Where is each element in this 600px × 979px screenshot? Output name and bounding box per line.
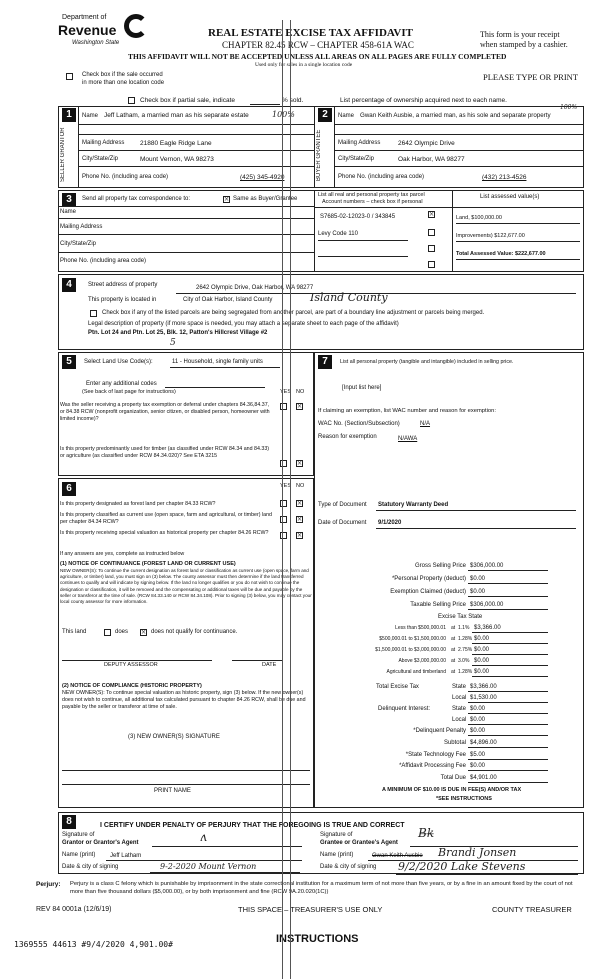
tier-label-1: $500,000.01 to $1,500,000.00 xyxy=(379,636,446,642)
calc-value-0[interactable]: $306,000.00 xyxy=(470,563,504,569)
s5-q2: Is this property predominantly used for timber (as classified under RCW 84.34 and 84.33) or agriculture (as classified under RCW 84.34.020)? See ETA 3215 xyxy=(60,446,270,459)
s2-mail[interactable]: 2642 Olympic Drive xyxy=(398,140,455,147)
s1-city[interactable]: Mount Vernon, WA 98273 xyxy=(140,156,214,163)
n3-signature: (3) NEW OWNER(S) SIGNATURE xyxy=(128,734,220,740)
tier-value-1[interactable]: $0.00 xyxy=(474,636,490,642)
s5-q2-no[interactable] xyxy=(296,460,303,467)
s2-city-label: City/State/Zip xyxy=(338,156,375,162)
s5-no: NO xyxy=(296,389,305,395)
segregated-checkbox[interactable] xyxy=(90,310,97,317)
s1-phone[interactable]: (425) 345-4920 xyxy=(240,174,285,181)
dept-label: Department of xyxy=(62,14,107,21)
delinq-label: Delinquent Interest: xyxy=(378,706,431,712)
subtotal-label: Subtotal xyxy=(443,740,466,746)
s6-q3: Is this property receiving special valuation as historical property per chapter 84.26 RCW? xyxy=(60,530,269,536)
assessed-hdr: List assessed value(s) xyxy=(480,194,540,200)
tier-at: at xyxy=(451,647,456,653)
te-state[interactable]: $3,366.00 xyxy=(470,684,497,690)
grantor-signature[interactable]: ʌ xyxy=(200,830,207,844)
grantee-agent: Grantee or Grantee's Agent xyxy=(320,840,398,846)
this-land: This land xyxy=(62,629,87,635)
s6-yes: YES xyxy=(280,483,292,489)
levy-code[interactable]: Levy Code 110 xyxy=(318,231,358,237)
name-print-r-label: Name (print) xyxy=(320,852,354,858)
partial-sale-checkbox[interactable] xyxy=(128,97,135,104)
s5-q1: Was the seller receiving a property tax exemption or deferral under chapters 84.36,84.37, or 84.38 RCW (nonprofit organization, senior citizen, or disabled person, homeowner with limited income)? xyxy=(60,402,270,422)
n1-body: NEW OWNER(S): To continue the current designation as forest land or classification as current use (open space, farm and agriculture, or timber) land, you must sign on (3) below. The county assessor must then determine if the land transferred continues to qualify and will indicate by signing below. If the land no longer qualifies or you do not wish to continue the designation or classification, it will be removed and the compensating or additional taxes will be due and payable by the seller or transferor at the time of sale. (RCW 84.33.140 or RCW 84.34.108). Prior to signing (3) below, you may contact your local county assessor for more information. xyxy=(60,568,312,605)
tier-rate-4: 1.28% xyxy=(458,669,473,675)
see-instructions: *SEE INSTRUCTIONS xyxy=(436,796,492,802)
s3-city-label: City/State/Zip xyxy=(60,241,97,247)
s6-no: NO xyxy=(296,483,305,489)
parcel-1[interactable]: S7685-02-12023-0 / 343845 xyxy=(320,214,396,220)
used-only: Used only for sales in a single location code xyxy=(255,62,353,68)
calc-label-2: Exemption Claimed (deduct) xyxy=(390,589,466,595)
proc-fee[interactable]: $0.00 xyxy=(470,763,486,769)
multi-label-1: Check box if the sale occurred xyxy=(82,72,163,78)
buyer-side-label: BUYER GRANTEE xyxy=(316,129,322,181)
s5-q1-no[interactable] xyxy=(296,403,303,410)
s2-name-label: Name xyxy=(338,113,355,119)
tier-label-0: Less than $500,000.01 xyxy=(395,625,446,631)
parcel-3-checkbox[interactable] xyxy=(428,245,435,252)
improvements-value[interactable]: Improvements) $122,677.00 xyxy=(456,233,525,239)
s3-name-label: Name xyxy=(60,209,77,215)
sig-right-label: Signature of xyxy=(320,832,353,838)
instructions-heading: INSTRUCTIONS xyxy=(276,933,359,945)
section-8-number: 8 xyxy=(62,815,76,829)
deputy-assessor: DEPUTY ASSESSOR xyxy=(104,662,158,668)
section-4-number: 4 xyxy=(62,278,76,292)
s2-phone-label: Phone No. (including area code) xyxy=(338,174,425,180)
n2-title: (2) NOTICE OF COMPLIANCE (HISTORIC PROPERTY) xyxy=(62,683,202,689)
s7-label: List all personal property (tangible and intangible) included in selling price. xyxy=(340,359,514,365)
seller-side-label: SELLER GRANTOR xyxy=(60,127,66,183)
subtotal[interactable]: $4,896.00 xyxy=(470,740,497,746)
doc-date-label: Date of Document xyxy=(318,520,367,526)
parcel-1-personal-checkbox[interactable] xyxy=(428,211,435,218)
tier-label-3: Above $3,000,000.00 xyxy=(398,658,446,664)
doc-date[interactable]: 9/1/2020 xyxy=(378,520,402,526)
proc-fee-label: *Affidavit Processing Fee xyxy=(399,763,466,769)
total-due-label: Total Due xyxy=(440,775,466,781)
name-print-l[interactable]: Jeff Latham xyxy=(110,853,142,859)
d-local-label: Local xyxy=(452,717,467,723)
s3-mail-label: Mailing Address xyxy=(60,224,103,230)
legal-label: Legal description of property (if more space is needed, you may attach a separate sheet to each page of the affidavit) xyxy=(88,321,399,327)
s2-city[interactable]: Oak Harbor, WA 98277 xyxy=(398,156,465,163)
s1-name-label: Name xyxy=(82,113,99,119)
parcel-hdr-2: Account numbers – check box if personal xyxy=(322,199,423,205)
tier-rate-3: 3.0% xyxy=(458,658,470,664)
minimum-due: A MINIMUM OF $10.00 IS DUE IN FEE(S) AND/OR TAX xyxy=(382,787,522,793)
hand-mark-5: 5 xyxy=(170,338,176,348)
grantee-signature[interactable]: B̶k̶ xyxy=(418,826,435,840)
county-treasurer: COUNTY TREASURER xyxy=(492,905,572,914)
tier-value-4[interactable]: $0.00 xyxy=(474,669,490,675)
penalty-label: *Delinquent Penalty xyxy=(413,728,466,734)
te-local-label: Local xyxy=(452,695,467,701)
list-pct: List percentage of ownership acquired next to each name. xyxy=(340,97,507,104)
cashier-stamp: 1369555 44613 #9/4/2020 4,901.00# xyxy=(14,940,173,949)
s2-phone[interactable]: (432) 213-4526 xyxy=(482,174,527,181)
parcel-4-checkbox[interactable] xyxy=(428,261,435,268)
d-local[interactable]: $0.00 xyxy=(470,717,486,723)
street-label: Street address of property xyxy=(88,282,158,288)
section-5-number: 5 xyxy=(62,355,76,369)
revenue-logo-icon xyxy=(124,14,148,38)
s3-phone-label: Phone No. (including area code) xyxy=(60,258,147,264)
s6-q1: Is this property designated as forest land per chapter 84.33 RCW? xyxy=(60,501,216,507)
total-assessed[interactable]: Total Assessed Value: $222,677.00 xyxy=(456,251,546,257)
street-address[interactable]: 2642 Olympic Drive, Oak Harbor, WA 98277 xyxy=(196,285,314,291)
warning: THIS AFFIDAVIT WILL NOT BE ACCEPTED UNLESS ALL AREAS ON ALL PAGES ARE FULLY COMPLETED xyxy=(128,52,507,61)
section-6-number: 6 xyxy=(62,482,76,496)
tier-value-0[interactable]: $3,366.00 xyxy=(474,625,501,631)
s1-phone-label: Phone No. (including area code) xyxy=(82,174,169,180)
land-does-checkbox[interactable] xyxy=(104,629,111,636)
certify: I CERTIFY UNDER PENALTY OF PERJURY THAT THE FOREGOING IS TRUE AND CORRECT xyxy=(100,822,405,829)
print-name: PRINT NAME xyxy=(154,788,191,794)
land-use-code[interactable]: 11 - Household, single family units xyxy=(172,359,263,365)
s6-q2: Is this property classified as current use (open space, farm and agricultural, or timber) land per chapter 84.34 RCW? xyxy=(60,512,272,525)
receipt-1: This form is your receipt xyxy=(480,30,560,39)
additional-codes: Enter any additional codes xyxy=(86,381,157,387)
does-not-label: does not qualify for continuance. xyxy=(151,629,238,635)
send-label: Send all property tax correspondence to: xyxy=(82,196,191,202)
s6-ifany: If any answers are yes, complete as instructed below xyxy=(60,551,185,557)
calc-label-0: Gross Selling Price xyxy=(414,563,466,569)
d-state[interactable]: $0.00 xyxy=(470,706,486,712)
section-1-number: 1 xyxy=(62,108,76,122)
multi-location-checkbox[interactable] xyxy=(66,73,73,80)
same-as-buyer-checkbox[interactable] xyxy=(223,196,230,203)
n1-title: (1) NOTICE OF CONTINUANCE (FOREST LAND OR CURRENT USE) xyxy=(60,561,236,567)
tier-label-4: Agricultural and timberland xyxy=(386,669,446,675)
legal-description[interactable]: Ptn. Lot 24 and Ptn. Lot 25, Blk. 12, Patton's Hillcrest Village #2 xyxy=(88,330,268,336)
tier-rate-2: 2.75% xyxy=(458,647,473,653)
partial-label: Check box if partial sale, indicate xyxy=(140,97,236,104)
chapter: CHAPTER 82.45 RCW – CHAPTER 458-61A WAC xyxy=(222,40,414,50)
grantor-agent: Grantor or Grantor's Agent xyxy=(62,840,139,846)
total-due[interactable]: $4,901.00 xyxy=(470,775,497,781)
tier-at: at xyxy=(451,658,456,664)
rev-number: REV 84 0001a (12/6/19) xyxy=(36,906,112,913)
reason-value[interactable]: N/AWA xyxy=(398,436,418,442)
n2-body: NEW OWNER(S): To continue special valuation as historic property, sign (3) below. If the new owner(s) does not wish to continue, all additional tax calculated pursuant to chapter 84.26 RCW, shall be due and payable by the seller or transferor at time of sale. xyxy=(62,690,306,710)
calc-value-3[interactable]: $306,000.00 xyxy=(470,602,504,608)
te-local[interactable]: $1,530.00 xyxy=(470,695,497,701)
tech-fee[interactable]: $5.00 xyxy=(470,752,486,758)
tech-fee-label: *State Technology Fee xyxy=(405,752,466,758)
wa-state: Washington State xyxy=(72,40,120,46)
tier-at: at xyxy=(451,636,456,642)
land-doesnot-checkbox[interactable] xyxy=(140,629,147,636)
reason-label: Reason for exemption xyxy=(318,434,377,440)
tier-at: at xyxy=(451,625,456,631)
tier-rate-1: 1.28% xyxy=(458,636,473,642)
parcel-hdr-1: List all real and personal property tax parcel xyxy=(318,192,425,198)
penalty[interactable]: $0.00 xyxy=(470,728,486,734)
s6-q1-no[interactable] xyxy=(296,500,303,507)
receipt-2: when stamped by a cashier. xyxy=(480,40,568,49)
segregated-label: Check box if any of the listed parcels are being segregated from another parcel, are part of a boundary line adjustment or parcels being merged. xyxy=(102,310,485,316)
see-back: (See back of last page for instructions) xyxy=(82,389,176,395)
wac-label: WAC No. (Section/Subsection) xyxy=(318,421,400,427)
date-city-l[interactable]: 9-2-2020 Mount Vernon xyxy=(160,862,257,871)
s1-pct[interactable]: 100% xyxy=(272,110,295,119)
does-label: does xyxy=(115,629,129,635)
same-label: Same as Buyer/Grantee xyxy=(233,196,298,202)
section-2-number: 2 xyxy=(318,108,332,122)
calc-label-1: *Personal Property (deduct) xyxy=(391,576,466,582)
s1-mail-label: Mailing Address xyxy=(82,140,125,146)
located-city[interactable]: City of Oak Harbor, Island County xyxy=(183,297,273,303)
name-print-r-hand[interactable]: Brandi Jonsen xyxy=(438,846,517,859)
multi-label-2: in more than one location code xyxy=(82,80,165,86)
county-handwritten: Island County xyxy=(310,291,388,304)
date-city-r[interactable]: 9/2/2020 Lake Stevens xyxy=(398,860,526,873)
tier-value-3[interactable]: $0.00 xyxy=(474,658,490,664)
s2-mail-label: Mailing Address xyxy=(338,140,381,146)
doc-type-label: Type of Document xyxy=(318,502,367,508)
section-7-number: 7 xyxy=(318,355,332,369)
d-state-label: State xyxy=(452,706,467,712)
tier-rate-0: 1.1% xyxy=(458,625,470,631)
s1-name[interactable]: Jeff Latham, a married man as his separate estate xyxy=(104,112,249,119)
land-value[interactable]: Land, $100,000.00 xyxy=(456,215,502,221)
s5-yes: YES xyxy=(280,389,292,395)
te-state-label: State xyxy=(452,684,467,690)
type-or-print: PLEASE TYPE OR PRINT xyxy=(483,72,579,82)
wac-value[interactable]: N/A xyxy=(420,421,431,427)
s6-q2-no[interactable] xyxy=(296,516,303,523)
doc-type[interactable]: Statutory Warranty Deed xyxy=(378,502,449,508)
form-title: REAL ESTATE EXCISE TAX AFFIDAVIT xyxy=(208,27,413,39)
section-6-box xyxy=(58,478,314,808)
excise-tax-state-hdr: Excise Tax State xyxy=(438,614,483,620)
parcel-2-checkbox[interactable] xyxy=(428,229,435,236)
date-city-l-label: Date & city of signing xyxy=(62,864,119,870)
date-label: DATE xyxy=(262,662,277,668)
sig-left-label: Signature of xyxy=(62,832,95,838)
s7-input[interactable]: [Input list here] xyxy=(342,385,382,391)
tier-value-2[interactable]: $0.00 xyxy=(474,647,490,653)
perjury-text: Perjury is a class C felony which is punishable by imprisonment in the state correctional institution for a maximum term of not more than five years, or by a fine in an amount fixed by the court of not more than five thousand dollars ($5,000.00), or by both imprisonment and fine (RCW 9A.20.020(1C)) xyxy=(70,881,573,895)
tier-at: at xyxy=(451,669,456,675)
claim-label: If claiming an exemption, list WAC number and reason for exemption: xyxy=(318,408,496,414)
date-city-r-label: Date & city of signing xyxy=(320,864,377,870)
name-print-l-label: Name (print) xyxy=(62,852,96,858)
s2-pct[interactable]: 100% xyxy=(560,104,578,111)
revenue-logo-text: Revenue xyxy=(58,22,117,38)
located-label: This property is located in xyxy=(88,297,157,303)
total-excise-label: Total Excise Tax xyxy=(376,684,419,690)
s6-q3-no[interactable] xyxy=(296,532,303,539)
perjury-label: Perjury: xyxy=(36,881,61,888)
pct-sold: % sold. xyxy=(282,97,304,104)
s1-city-label: City/State/Zip xyxy=(82,156,119,162)
land-use-label: Select Land Use Code(s): xyxy=(84,359,153,365)
calc-label-3: Taxable Selling Price xyxy=(410,602,466,608)
calc-value-1[interactable]: $0.00 xyxy=(470,576,486,582)
treasurer-space: THIS SPACE – TREASURER'S USE ONLY xyxy=(238,905,383,914)
s1-mail[interactable]: 21880 Eagle Ridge Lane xyxy=(140,140,212,147)
name-print-r[interactable]: Gwan Keith Ausbie xyxy=(372,853,423,859)
section-3-number: 3 xyxy=(62,193,76,207)
tier-label-2: $1,500,000.01 to $3,000,000.00 xyxy=(375,647,446,653)
s2-name[interactable]: Gwan Keith Ausbie, a married man, as his sole and separate property xyxy=(360,112,551,119)
calc-value-2[interactable]: $0.00 xyxy=(470,589,486,595)
